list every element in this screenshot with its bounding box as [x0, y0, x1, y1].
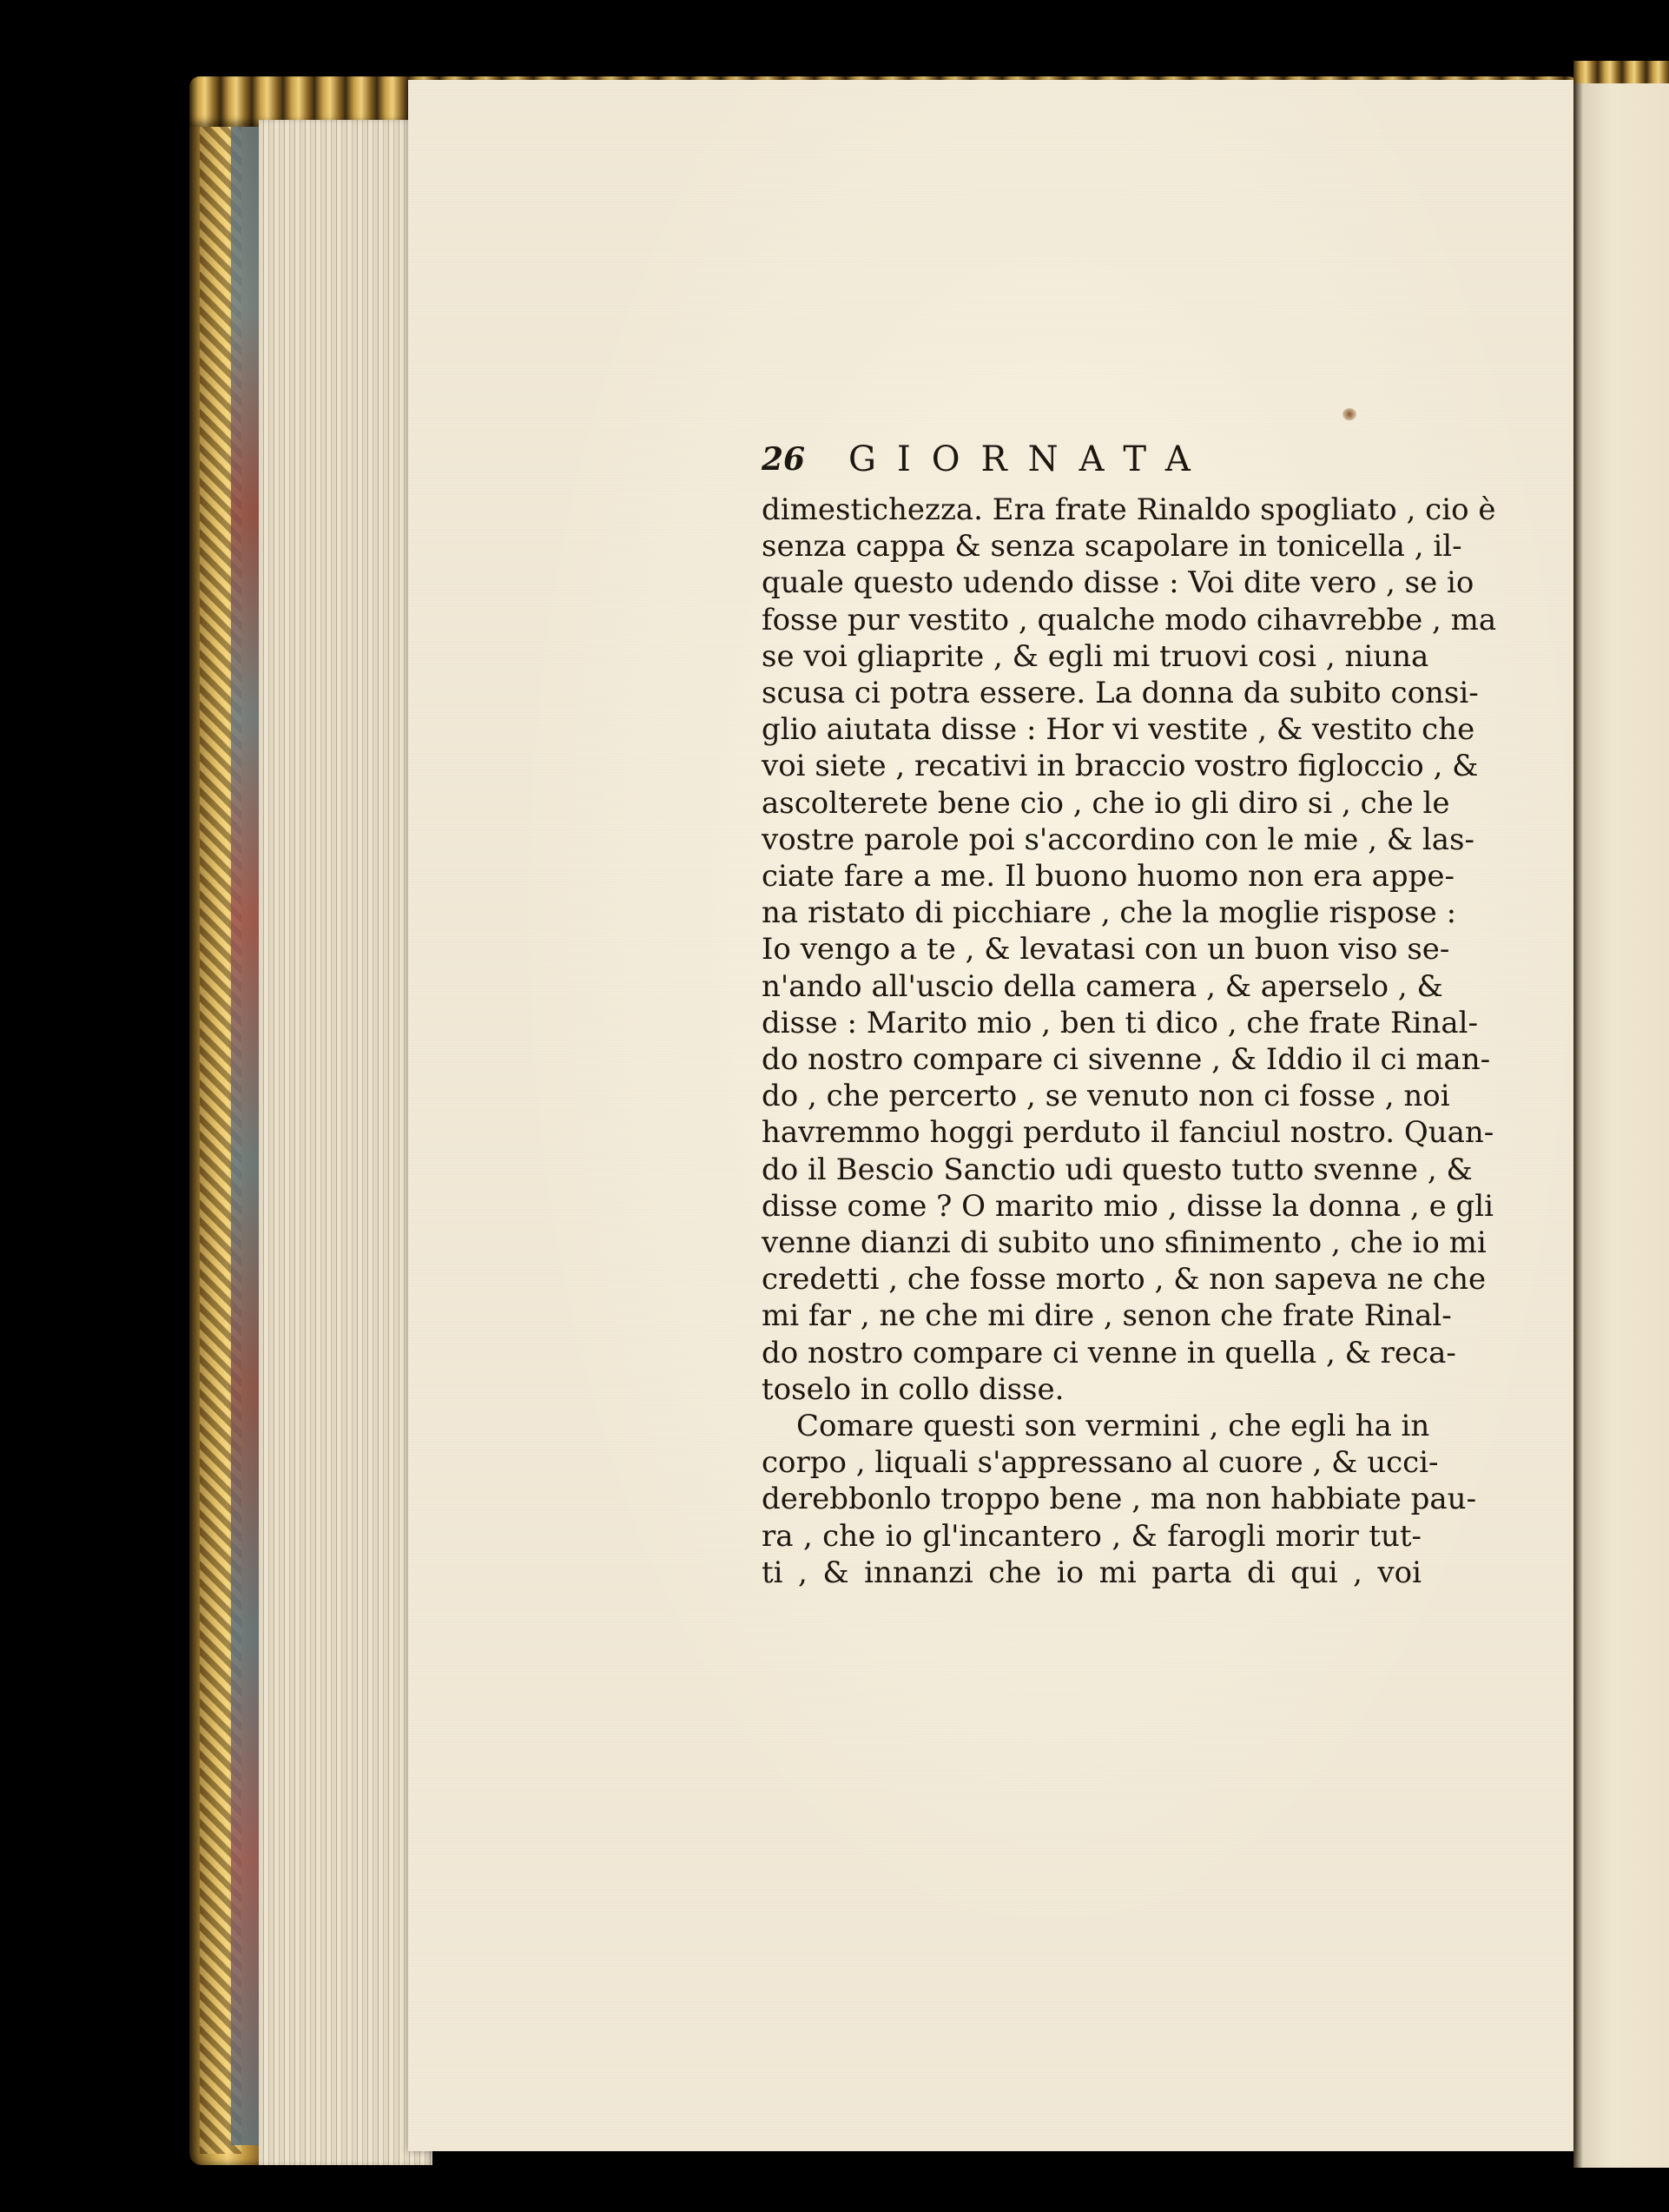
page-number: 26	[762, 441, 806, 478]
text-line: do nostro compare ci venne in quella , & reca-	[762, 1335, 1456, 1370]
text-line: derebbonlo troppo bene , ma non habbiate pau-	[762, 1482, 1477, 1517]
text-line: do nostro compare ci sivenne , & Iddio il ci man-	[762, 1042, 1491, 1078]
text-line: ti , & innanzi che io mi parta di qui , voi	[762, 1555, 1422, 1590]
text-line: corpo , liquali s'appressano al cuore , & ucci-	[762, 1445, 1439, 1481]
text-line: se voi gliaprite , & egli mi truovi cosi , niuna	[762, 638, 1429, 674]
text-block	[762, 434, 1497, 1591]
text-line: venne dianzi di subito uno sfinimento , che io mi	[762, 1225, 1487, 1261]
text-line: do il Bescio Sanctio udi questo tutto svenne , &	[762, 1152, 1473, 1187]
text-line: havremmo hoggi perduto il fanciul nostro. Quan-	[762, 1115, 1494, 1151]
text-line: ascolterete bene cio , che io gli diro si , che le	[762, 785, 1450, 821]
facing-page-edge	[1573, 83, 1669, 2168]
text-line: na ristato di picchiare , che la moglie rispose :	[762, 895, 1457, 931]
running-head: GIORNATA	[848, 439, 1211, 479]
text-line: glio aiutata disse : Hor vi vestite , & vestito che	[762, 712, 1475, 748]
paper-stain	[1342, 408, 1356, 420]
text-line: voi siete , recativi in braccio vostro figloccio , &	[762, 749, 1479, 784]
text-line: mi far , ne che mi dire , senon che frate Rinal-	[762, 1298, 1452, 1334]
text-line: n'ando all'uscio della camera , & aperselo , &	[762, 968, 1443, 1004]
text-line: dimestichezza. Era frate Rinaldo spogliato , cio è	[762, 492, 1496, 527]
text-line: Io vengo a te , & levatasi con un buon viso se-	[762, 932, 1450, 967]
text-line: scusa ci potra essere. La donna da subito consi-	[762, 676, 1479, 711]
text-line: Comare questi son vermini , che egli ha in	[796, 1409, 1430, 1444]
text-line: disse come ? O marito mio , disse la donna , e gli	[762, 1188, 1494, 1224]
text-line: ciate fare a me. Il buono huomo non era appe-	[762, 859, 1455, 895]
body-text	[762, 492, 1497, 1591]
text-line: do , che percerto , se venuto non ci fosse , noi	[762, 1079, 1450, 1114]
text-line: credetti , che fosse morto , & non sapeva ne che	[762, 1262, 1487, 1297]
page-header	[762, 434, 1422, 486]
text-line: ra , che io gl'incantero , & farogli morir tut-	[762, 1518, 1422, 1554]
text-line: vostre parole poi s'accordino con le mie , & las-	[762, 822, 1474, 857]
text-line: fosse pur vestito , qualche modo cihavrebbe , ma	[762, 602, 1497, 637]
text-line: senza cappa & senza scapolare in tonicella , il-	[762, 529, 1462, 565]
text-line: toselo in collo disse.	[762, 1371, 1065, 1407]
page-edges	[259, 120, 432, 2165]
text-line: quale questo udendo disse : Voi dite vero , se io	[762, 565, 1474, 601]
text-line: disse : Marito mio , ben ti dico , che frate Rinal-	[762, 1005, 1478, 1040]
